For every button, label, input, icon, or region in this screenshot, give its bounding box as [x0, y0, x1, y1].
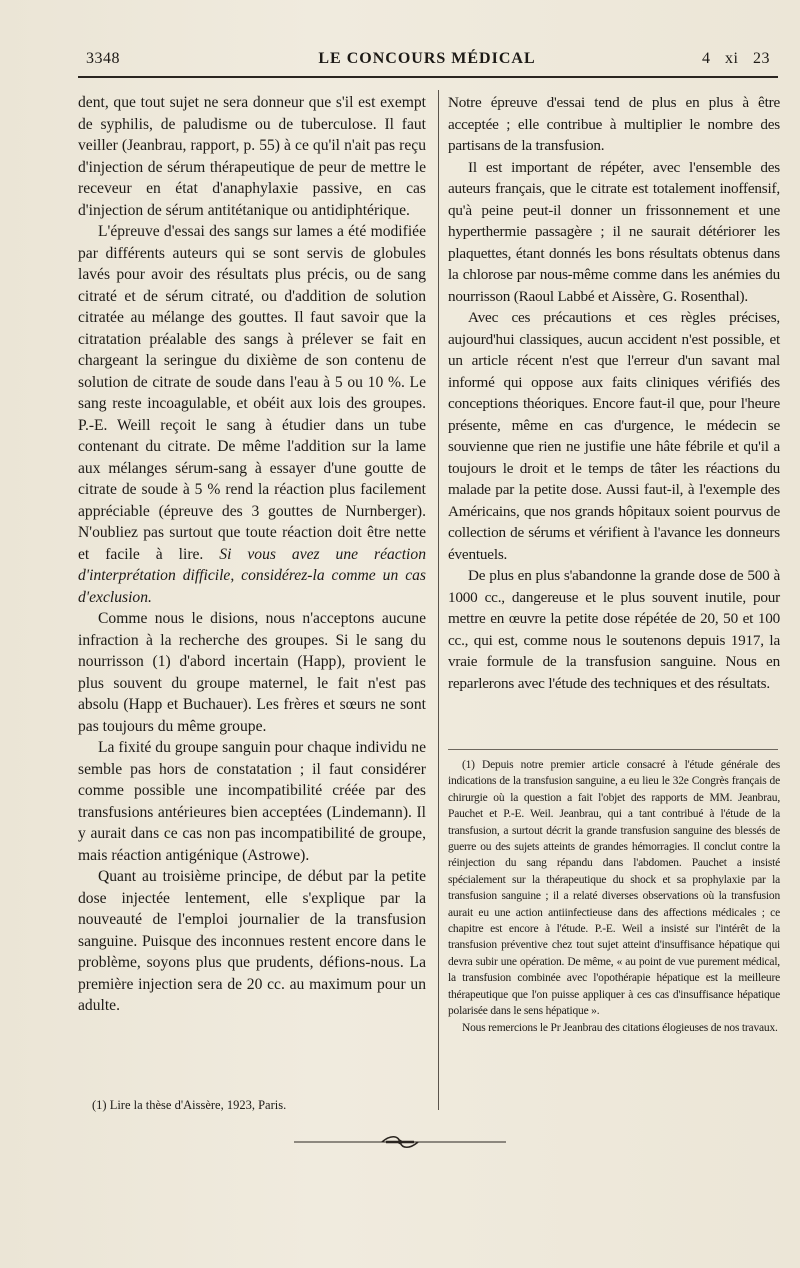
- right-column: [448, 92, 780, 694]
- journal-title: LE CONCOURS MÉDICAL: [318, 50, 536, 67]
- paragraph: De plus en plus s'abandonne la grande dose de 500 à 1000 cc., dangereuse et le plus souvent inutile, pour mettre en œuvre la petite dose répétée de 20, 50 et 100 cc., qui est, comme nous le soutenons depuis 1917, la vraie formule de la transfusion sanguine. Nous en reparlerons avec l'étude des techniques et des résultats.: [448, 567, 780, 692]
- paragraph: La fixité du groupe sanguin pour chaque individu ne semble pas hors de constatation ; il faut considérer comme possible une incompatibilité créée par des transfusions antérieures bien acceptées (Lindemann). Il y aurait dans ce cas non pas incompatibilité de groupe, mais réaction antigénique (Astrowe).: [78, 739, 426, 864]
- italic-note: Si vous avez une réaction d'interprétation difficile, considérez-la comme un cas d'exclusion.: [78, 545, 426, 606]
- footnote-rule: [448, 749, 778, 750]
- header-rule: [78, 76, 778, 78]
- footnote-paragraph: (1) Depuis notre premier article consacré à l'étude générale des indications de la transfusion sanguine, a eu lieu le 32e Congrès français de chirurgie où la question a fait l'objet des rapports de MM. Jeanbrau, Pauchet et P.-E. Weil. Jeanbrau, qui a tant contribué à l'étude de la transfusion, a surtout décrit la grande transfusion sanguine des blessés de guerre ou des sujets atteints de grandes hémorragies. Il conclut contre la réinjection du sang répandu dans l'abdomen. Pauchet a insisté spécialement sur la thérapeutique du shock et sa prophylaxie par la transfusion sanguine ; il a relaté diverses observations où la transfusion aurait eu une action antiinfectieuse dans des affections médicales ; ce chapitre est encore à l'étude. P.-E. Weil a insisté sur l'intérêt de la transfusion préventive chez tout sujet atteint d'insuffisance hépatique qui devra subir une opération. De même, « au point de vue purement médical, la transfusion combinée avec l'opothérapie hépatique est la meilleure thérapeutique que l'on puisse appliquer à ces cas d'insuffisance hépatique polarisée dans le sens hépatique ».: [448, 759, 780, 1018]
- footnote-paragraph: Nous remercions le Pr Jeanbrau des citations élogieuses de nos travaux.: [462, 1021, 778, 1034]
- paragraph: dent, que tout sujet ne sera donneur que s'il est exempt de syphilis, de paludisme ou de tuberculose. Il faut veiller (Jeanbrau, rapport, p. 55) à ce qu'il n'ait pas reçu d'injection de sérum thérapeutique de peur de mettre le receveur en état d'anaphylaxie passive, en cas d'injection de sérum antitétanique ou antidiphtérique.: [78, 94, 426, 219]
- column-divider: [438, 90, 439, 1110]
- left-column: [78, 92, 426, 1017]
- paragraph: Quant au troisième principe, de début par la petite dose injectée lentement, elle s'explique par la nouveauté de l'emploi journalier de la transfusion sanguine. Puisque des inconnues restent encore dans le problème, soyons plus que prudents, défions-nous. La première injection sera de 20 cc. au maximum pour un adulte.: [78, 868, 426, 1014]
- paragraph-text: L'épreuve d'essai des sangs sur lames a été modifiée par différents auteurs qui se sont servis de globules lavés pour avoir des résultats plus précis, ou de sang citraté et de sérum citraté, ou d'addition de solution citratée au mélange des gouttes. Il faut savoir que la citratation préalable des sangs à prélever se fait en chargeant la seringue du dixième de son contenu de solution de citrate de soude dans l'eau à 5 ou 10 %. Le sang reste incoagulable, et obéit aux lois des groupes. P.-E. Weill reçoit le sang à étudier dans un tube contenant du citrate. De même l'addition sur la lame aux mélanges sérum-sang à essayer d'une goutte de citrate de soude à 5 % rend la réaction plus facilement appréciable (épreuve des 3 gouttes de Nurnberger). N'oubliez pas surtout que toute réaction doit être nette et facile à lire.: [78, 223, 426, 563]
- footnote-left: (1) Lire la thèse d'Aissère, 1923, Paris.: [92, 1098, 287, 1112]
- page-header: [78, 48, 776, 74]
- end-ornament: [290, 1132, 510, 1152]
- paragraph: Il est important de répéter, avec l'ensemble des auteurs français, que le citrate est totalement inoffensif, qu'à peine peut-il donner un frissonnement et une hyperthermie passagère ; il ne saurait détériorer les plaquettes, étant donnés les bons résultats obtenus dans la chlorose par nous-même comme dans les anémies du nourrisson (Raoul Labbé et Aissère, G. Rosenthal).: [448, 158, 780, 305]
- paragraph: Comme nous le disions, nous n'acceptons aucune infraction à la recherche des groupes. Si le sang du nourrisson (1) d'abord incertain (Happ), provient le plus souvent du groupe maternel, le fait n'est pas absolu (Happ et Buchauer). Les frères et sœurs ne sont pas toujours du même groupe.: [78, 610, 426, 735]
- issue-date: 4 xi 23: [702, 50, 770, 67]
- paragraph: Avec ces précautions et ces règles précises, aujourd'hui classiques, aucun accident n'est possible, et un article récent n'est que l'erreur d'un savant mal informé qui oppose aux faits cliniques vérifiés des conceptions théoriques. Encore faut-il que, pour l'heure présente, même en cas d'urgence, le médecin se souvienne que rien ne justifie une hâte fébrile et qu'il a toujours le droit et le temps de tâter les réactions du malade par la petite dose. Aussi faut-il, à l'exemple des Américains, que nos grands hôpitaux soient pourvus de collection de sérums et vérifient à l'avance les donneurs éventuels.: [448, 309, 780, 563]
- footnote-right: [448, 757, 780, 1036]
- paragraph: Notre épreuve d'essai tend de plus en plus à être acceptée ; elle contribue à multiplier le nombre des partisans de la transfusion.: [448, 94, 780, 154]
- paragraph: [78, 221, 426, 608]
- page-number: 3348: [86, 50, 120, 67]
